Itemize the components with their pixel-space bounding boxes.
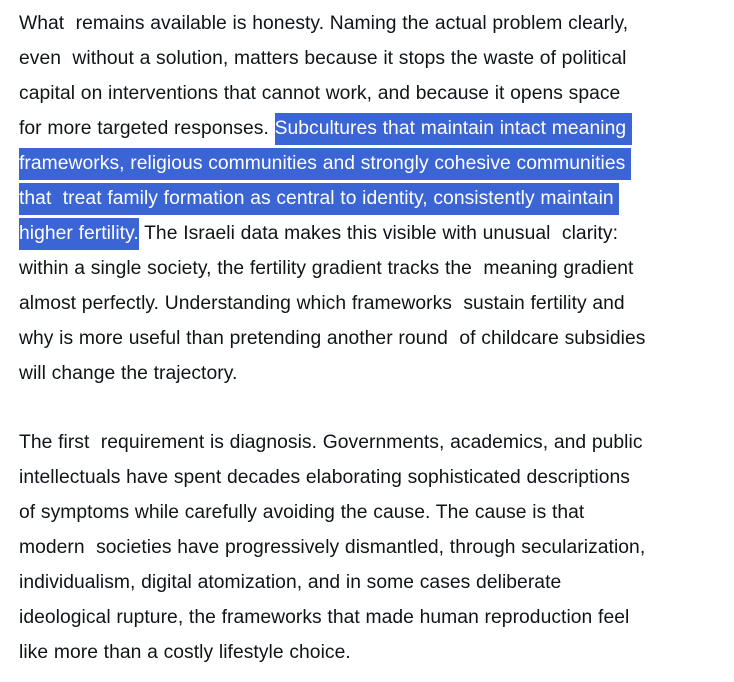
text-line: What remains available is honesty. Naming the actual problem clearly, bbox=[19, 13, 629, 34]
text-line: intellectuals have spent decades elaborating sophisticated descriptions bbox=[19, 467, 630, 488]
text-line bbox=[19, 181, 731, 216]
text-line: The first requirement is diagnosis. Governments, academics, and public bbox=[19, 432, 643, 453]
text-line: why is more useful than pretending another round of childcare subsidies bbox=[19, 328, 646, 349]
article-body bbox=[19, 6, 731, 670]
text-line: individualism, digital atomization, and in some cases deliberate bbox=[19, 572, 562, 593]
text-line: modern societies have progressively dismantled, through secularization, bbox=[19, 537, 646, 558]
text-line: ideological rupture, the frameworks that made human reproduction feel bbox=[19, 607, 630, 628]
text-line bbox=[19, 216, 731, 251]
paragraph-2 bbox=[19, 425, 731, 670]
text-line: capital on interventions that cannot work, and because it opens space bbox=[19, 83, 621, 104]
selected-text[interactable]: frameworks, religious communities and strongly cohesive communities bbox=[19, 148, 631, 180]
text-line bbox=[19, 111, 731, 146]
paragraph-1 bbox=[19, 6, 731, 391]
text-line: will change the trajectory. bbox=[19, 363, 238, 384]
text-line: like more than a costly lifestyle choice. bbox=[19, 642, 351, 663]
text-segment: for more targeted responses. bbox=[19, 118, 275, 139]
text-line bbox=[19, 146, 731, 181]
text-line: within a single society, the fertility gradient tracks the meaning gradient bbox=[19, 258, 634, 279]
selected-text[interactable]: that treat family formation as central to identity, consistently maintain bbox=[19, 183, 619, 215]
text-line: almost perfectly. Understanding which frameworks sustain fertility and bbox=[19, 293, 625, 314]
selected-text[interactable]: Subcultures that maintain intact meaning bbox=[275, 113, 632, 145]
text-line: even without a solution, matters because it stops the waste of political bbox=[19, 48, 627, 69]
selected-text[interactable]: higher fertility. bbox=[19, 218, 139, 250]
text-line: of symptoms while carefully avoiding the cause. The cause is that bbox=[19, 502, 585, 523]
text-segment: The Israeli data makes this visible with unusual clarity: bbox=[138, 223, 619, 244]
